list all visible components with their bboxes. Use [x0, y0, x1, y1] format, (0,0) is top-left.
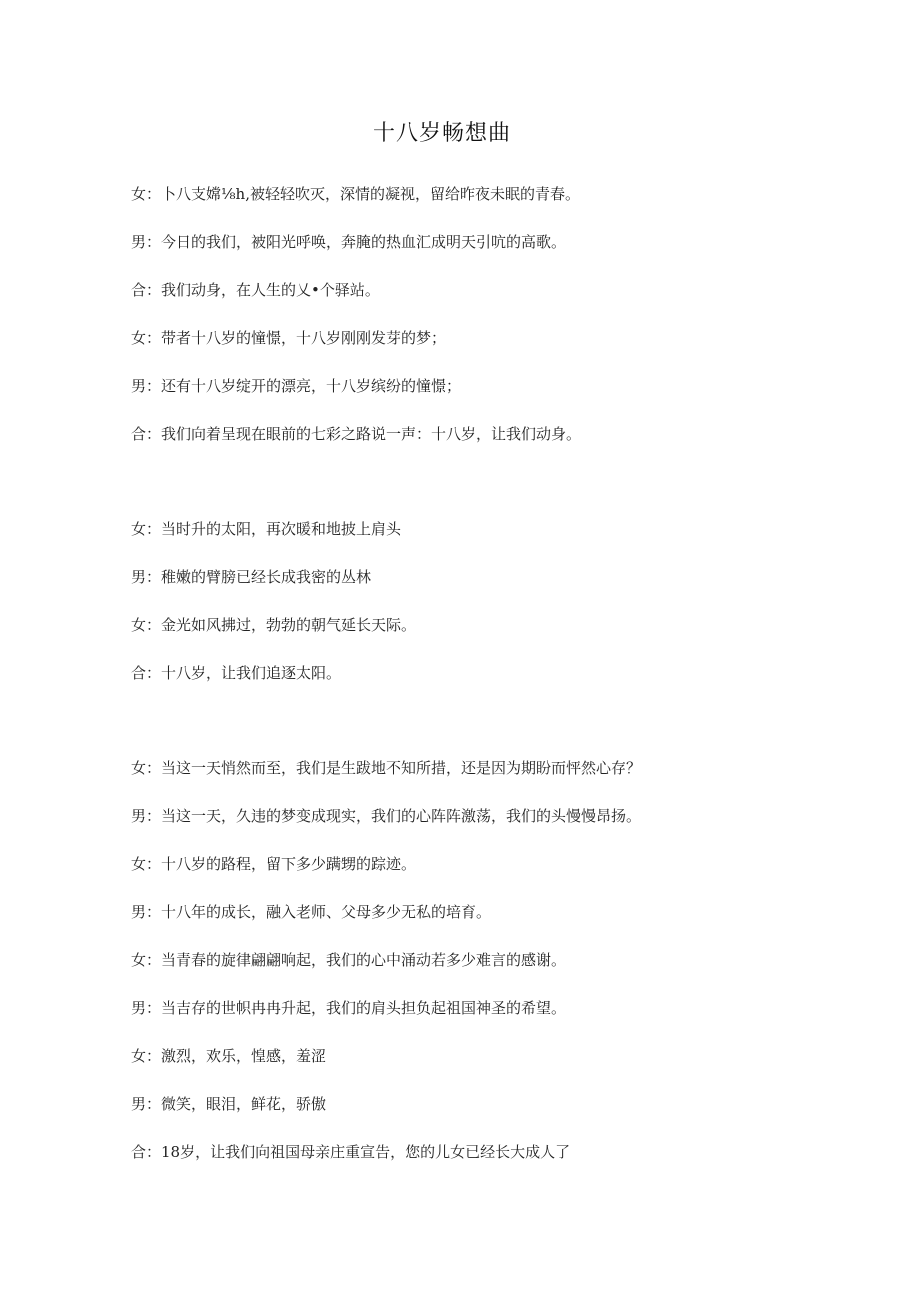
dialogue-line — [131, 854, 416, 874]
dialogue-line — [131, 567, 371, 587]
speaker-label: 男： — [131, 999, 162, 1017]
speaker-label: 女： — [131, 520, 162, 538]
line-text: 金光如风拂过，勃勃的朝气延长天际。 — [161, 616, 417, 634]
dialogue-line — [131, 806, 641, 826]
dialogue-line — [131, 424, 581, 444]
speaker-label: 女： — [131, 759, 162, 777]
line-text: 带者十八岁的憧憬，十八岁刚刚发芽的梦； — [161, 329, 447, 347]
dialogue-line — [131, 663, 341, 683]
line-text: 十八年的成长，融入老师、父母多少无私的培育。 — [161, 903, 492, 921]
speaker-label: 女： — [131, 329, 162, 347]
dialogue-line — [131, 519, 401, 539]
dialogue-line — [131, 615, 416, 635]
speaker-label: 男： — [131, 1095, 162, 1113]
line-text: 当这一天，久违的梦变成现实，我们的心阵阵激荡，我们的头慢慢昂扬。 — [161, 807, 642, 825]
speaker-label: 合： — [131, 425, 162, 443]
dialogue-line — [131, 902, 491, 922]
line-text: 当这一天悄然而至，我们是生跋地不知所措，还是因为期盼而怦然心存？ — [161, 759, 642, 777]
speaker-label: 男： — [131, 903, 162, 921]
line-text: 还有十八岁绽开的漂亮，十八岁缤纷的憧憬； — [161, 377, 462, 395]
line-text: 十八岁，让我们追逐太阳。 — [161, 664, 342, 682]
line-text: 当时升的太阳，再次暖和地披上肩头 — [161, 520, 402, 538]
line-text: 激烈，欢乐，惶感，羞涩 — [161, 1047, 327, 1065]
dialogue-line — [131, 1094, 326, 1114]
dialogue-line — [131, 280, 380, 300]
line-text: 我们动身，在人生的乂•个驿站。 — [161, 281, 380, 299]
dialogue-line — [131, 376, 461, 396]
line-text: 当青春的旋律翩翩响起，我们的心中涌动若多少难言的感谢。 — [161, 951, 567, 969]
line-text: 十八岁的路程，留下多少蹒甥的踪迹。 — [161, 855, 417, 873]
line-text: 稚嫩的臂膀已经长成我密的丛林 — [161, 568, 372, 586]
speaker-label: 男： — [131, 377, 162, 395]
speaker-label: 男： — [131, 568, 162, 586]
dialogue-line — [131, 1046, 326, 1066]
speaker-label: 女： — [131, 855, 162, 873]
page-title: 十八岁畅想曲 — [372, 121, 511, 146]
speaker-label: 男： — [131, 807, 162, 825]
dialogue-line — [131, 328, 446, 348]
dialogue-line — [131, 950, 566, 970]
speaker-label: 女： — [131, 616, 162, 634]
line-text: 卜八支嫦⅛h,被轻轻吹灭，深情的凝视，留给昨夜未眠的青春。 — [161, 185, 580, 203]
speaker-label: 合： — [131, 281, 162, 299]
speaker-label: 合： — [131, 1143, 162, 1161]
dialogue-line — [131, 232, 566, 252]
line-text: 微笑，眼泪，鲜花，骄傲 — [161, 1095, 327, 1113]
line-text: 18岁，让我们向祖国母亲庄重宣告，您的儿女已经长大成人了 — [161, 1143, 571, 1161]
speaker-label: 女： — [131, 185, 162, 203]
line-text: 当吉存的世帜冉冉升起，我们的肩头担负起祖国神圣的希望。 — [161, 999, 567, 1017]
line-text: 我们向着呈现在眼前的七彩之路说一声：十八岁，让我们动身。 — [161, 425, 582, 443]
speaker-label: 男： — [131, 233, 162, 251]
line-text: 今日的我们，被阳光呼唤，奔腌的热血汇成明天引吭的高歌。 — [161, 233, 567, 251]
dialogue-line — [131, 998, 566, 1018]
dialogue-line — [131, 184, 580, 204]
dialogue-line — [131, 1142, 570, 1162]
speaker-label: 女： — [131, 1047, 162, 1065]
dialogue-line — [131, 758, 641, 778]
speaker-label: 女： — [131, 951, 162, 969]
speaker-label: 合： — [131, 664, 162, 682]
